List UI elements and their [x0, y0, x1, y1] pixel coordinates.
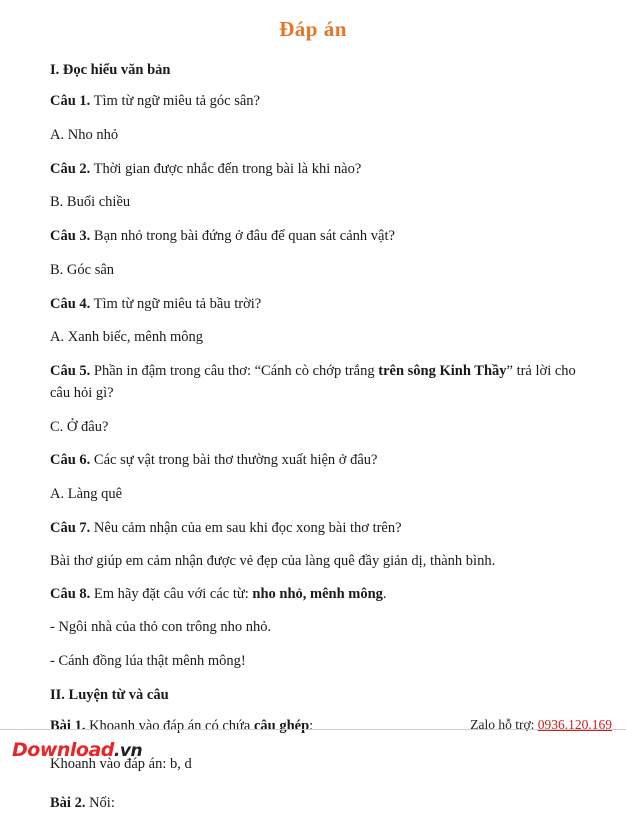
exercise-2 — [50, 793, 576, 815]
section-heading-2: II. Luyện từ và câu — [50, 686, 169, 703]
question-2-label: Câu 2. — [50, 160, 91, 177]
question-7-text: Nêu cảm nhận của em sau khi đọc xong bài thơ trên? — [90, 519, 402, 536]
question-8-text-pre: Em hãy đặt câu với các từ: — [90, 586, 253, 603]
answer-2: B. Buổi chiều — [50, 194, 131, 211]
page-title: Đáp án — [279, 17, 347, 41]
answer-1: A. Nho nhỏ — [50, 126, 119, 143]
question-3-text: Bạn nhỏ trong bài đứng ở đâu để quan sát cảnh vật? — [90, 228, 395, 244]
question-8-text-bold: nho nhỏ, mênh mông — [252, 586, 383, 603]
exercise-1-text-post: : — [309, 717, 314, 734]
question-5-text-pre: Phần in đậm trong câu thơ: “Cánh cò chớp trắng — [90, 363, 379, 379]
zalo-phone-link[interactable]: 0936.120.169 — [537, 717, 612, 732]
site-logo-name: Download — [12, 739, 114, 761]
question-8 — [50, 584, 576, 606]
exercise-1-label: Bài 1. — [50, 717, 86, 734]
question-5 — [50, 361, 576, 405]
question-1 — [50, 91, 576, 113]
question-4 — [50, 294, 576, 316]
question-1-label: Câu 1. — [50, 93, 91, 109]
question-5-text-post: ” trả lời cho câu hỏi gì? — [50, 363, 576, 401]
answer-3: B. Góc sân — [50, 261, 115, 278]
exercise-1-answer: Khoanh vào đáp án: b, d — [50, 756, 192, 773]
exercise-1-text-pre: Khoanh vào đáp án có chứa — [85, 717, 254, 734]
question-4-label: Câu 4. — [50, 295, 91, 312]
question-2-text: Thời gian được nhắc đến trong bài là khi nào? — [90, 160, 362, 177]
zalo-support — [470, 717, 612, 733]
question-2 — [50, 159, 576, 181]
question-3 — [50, 226, 576, 248]
question-6-text: Các sự vật trong bài thơ thường xuất hiện ở đâu? — [90, 452, 378, 469]
exercise-1-text-bold: câu ghép — [253, 717, 310, 734]
question-8-label: Câu 8. — [50, 586, 91, 603]
question-6 — [50, 450, 576, 472]
answer-7: Bài thơ giúp em cảm nhận được vẻ đẹp của làng quê đầy giản dị, thành bình. — [50, 552, 496, 569]
question-5-label: Câu 5. — [50, 363, 91, 379]
question-1-text: Tìm từ ngữ miêu tả góc sân? — [90, 93, 260, 109]
answer-6: A. Làng quê — [50, 486, 123, 502]
answer-8-line-2: - Cánh đồng lúa thật mênh mông! — [50, 652, 246, 669]
answer-5: C. Ở đâu? — [50, 418, 109, 435]
site-logo[interactable] — [12, 739, 142, 761]
site-logo-suffix: .vn — [113, 741, 143, 761]
question-7 — [50, 518, 576, 540]
answer-4: A. Xanh biếc, mênh mông — [50, 329, 204, 346]
answer-8-line-1: - Ngôi nhà của thỏ con trông nho nhỏ. — [50, 619, 272, 635]
question-4-text: Tìm từ ngữ miêu tả bầu trời? — [90, 295, 262, 312]
exercise-2-text: Nối: — [85, 795, 115, 811]
question-5-text-bold: trên sông Kinh Thầy — [378, 363, 507, 379]
question-7-label: Câu 7. — [50, 519, 91, 536]
question-6-label: Câu 6. — [50, 452, 91, 469]
document-content — [0, 62, 626, 815]
question-3-label: Câu 3. — [50, 228, 91, 244]
section-heading-1: I. Đọc hiểu văn bản — [50, 62, 171, 78]
question-8-text-post: . — [382, 586, 387, 603]
zalo-label: Zalo hỗ trợ: — [470, 717, 538, 732]
exercise-2-label: Bài 2. — [50, 795, 86, 811]
